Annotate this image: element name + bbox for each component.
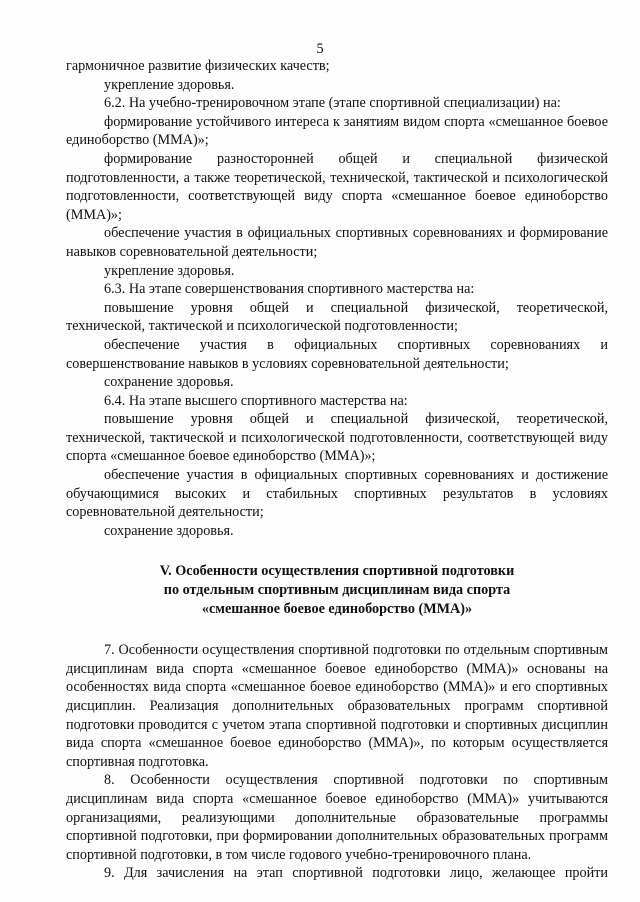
- list-item: укрепление здоровья.: [104, 76, 235, 93]
- subsection-title: 6.2. На учебно-тренировочном этапе (этапе спортивной специализации) на:: [104, 95, 561, 112]
- section-heading: [66, 562, 608, 618]
- subsection-title: 6.4. На этапе высшего спортивного мастерства на:: [104, 392, 408, 409]
- list-item: обеспечение участия в официальных спортивных соревнованиях и достижение обучающимися высоких и стабильных спортивных результатов в условиях соревновательной деятельности;: [66, 467, 608, 521]
- list-item: формирование разносторонней общей и специальной физической подготовленности, а также теоретической, технической, тактической и психологической подготовленности, соответствующей виду спорта «смешанное боевое единоборство (ММА)»;: [66, 150, 608, 223]
- paragraph-7: 7. Особенности осуществления спортивной подготовки по отдельным спортивным дисциплинам вида спорта «смешанное боевое единоборство (ММА)» основаны на особенностях вида спорта «смешанное боевое единоборство (ММА)» и его спортивных дисциплин. Реализация дополнительных образовательных программ спортивной подготовки проводится с учетом этапа спортивной подготовки и спортивных дисциплин вида спорта «смешанное боевое единоборство (ММА)», по которым осуществляется спортивная подготовка.: [66, 642, 608, 770]
- subsection-title: 6.3. На этапе совершенствования спортивного мастерства на:: [104, 281, 475, 298]
- list-item: гармоничное развитие физических качеств;: [66, 58, 330, 74]
- list-item: сохранение здоровья.: [104, 522, 234, 539]
- section-heading-line: по отдельным спортивным дисциплинам вида спорта: [163, 582, 511, 599]
- paragraph-9: 9. Для зачисления на этап спортивной подготовки лицо, желающее пройти: [104, 865, 608, 882]
- list-item: сохранение здоровья.: [104, 374, 234, 391]
- document-body: [66, 57, 608, 883]
- list-item: обеспечение участия в официальных спортивных соревнованиях и формирование навыков соревновательной деятельности;: [66, 225, 608, 260]
- section-heading-line: V. Особенности осуществления спортивной подготовки: [159, 563, 515, 580]
- page-number: 5: [316, 41, 324, 57]
- list-item: повышение уровня общей и специальной физической, теоретической, технической, тактической и психологической подготовленности;: [66, 299, 608, 335]
- list-item: формирование устойчивого интереса к занятиям видом спорта «смешанное боевое единоборство (ММА)»;: [66, 113, 608, 149]
- paragraph-8: 8. Особенности осуществления спортивной подготовки по спортивным дисциплинам вида спорта «смешанное боевое единоборство (ММА)» учитываются организациями, реализующими дополнительные образовательные программы спортивной подготовки, при формировании дополнительных образовательных программ спортивной подготовки, в том числе годового учебно-тренировочного плана.: [66, 772, 608, 863]
- list-item: укрепление здоровья.: [104, 262, 235, 279]
- list-item: обеспечение участия в официальных спортивных соревнованиях и совершенствование навыков в условиях соревновательной деятельности;: [66, 336, 608, 372]
- list-item: повышение уровня общей и специальной физической, теоретической, технической, тактической и психологической подготовленности, соответствующей виду спорта «смешанное боевое единоборство (ММА)»;: [66, 411, 608, 465]
- section-heading-line: «смешанное боевое единоборство (ММА)»: [201, 600, 473, 617]
